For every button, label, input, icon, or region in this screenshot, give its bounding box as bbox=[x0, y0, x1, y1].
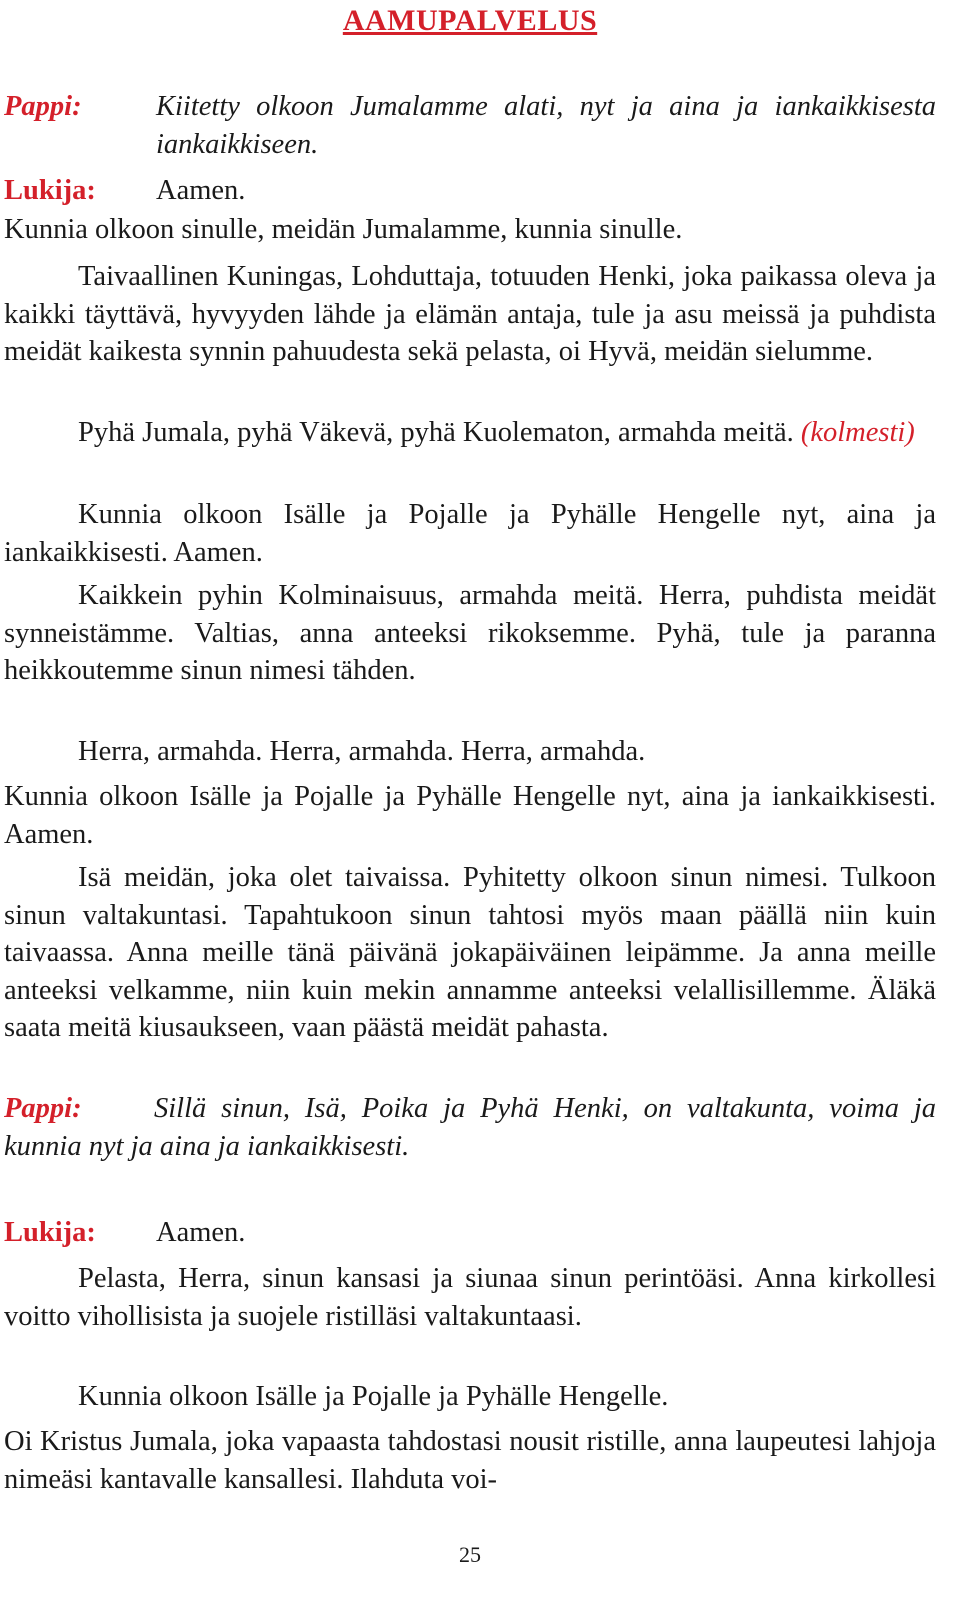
herra-armahda: Herra, armahda. Herra, armahda. Herra, armahda. bbox=[78, 736, 646, 767]
kunnia-sinulle: Kunnia olkoon sinulle, meidän Jumalamme, kunnia sinulle. bbox=[4, 214, 683, 245]
pappi-text-1: Kiitetty olkoon Jumalamme alati, nyt ja aina ja iankaikkisesta iankaikkiseen. bbox=[156, 91, 936, 160]
kaikkein-pyhin: Kaikkein pyhin Kolminaisuus, armahda meitä. Herra, puhdista meidät synneistämme. Valtias, anna anteeksi rikoksemme. Pyhä, tule ja paranna heikkoutemme sinun nimesi tähden. bbox=[4, 580, 936, 686]
taivaallinen-kuningas: Taivaallinen Kuningas, Lohduttaja, totuuden Henki, joka paikassa oleva ja kaikki täyttävä, hyvyyden lähde ja elämän antaja, tule ja asu meissä ja puhdista meidät kaikesta synnin pahuudesta sekä pelasta, oi Hyvä, meidän sielumme. bbox=[4, 261, 936, 367]
page-title: AAMUPALVELUS bbox=[342, 4, 598, 37]
lukija-label-2: Lukija: bbox=[4, 1217, 96, 1248]
isa-meidan: Isä meidän, joka olet taivaissa. Pyhitetty olkoon sinun nimesi. Tulkoon sinun valtakuntasi. Tapahtukoon sinun tahtosi myös maan päällä niin kuin taivaassa. Anna meille tänä päivänä jokapäiväinen leipämme. Ja anna meille anteeksi velkamme, niin kuin mekin annamme anteeksi velallisillemme. Äläkä saata meitä kiusaukseen, vaan päästä meidät pahasta. bbox=[4, 862, 936, 1043]
kolmesti-rubric: (kolmesti) bbox=[800, 417, 915, 448]
pyha-jumala bbox=[4, 414, 936, 452]
lukija-label: Lukija: bbox=[4, 175, 96, 206]
oi-kristus: Oi Kristus Jumala, joka vapaasta tahdostasi nousit ristille, anna laupeutesi lahjoja nimeäsi kantavalle kansallesi. Ilahduta voi- bbox=[4, 1426, 936, 1495]
kunnia-isalle-2: Kunnia olkoon Isälle ja Pojalle ja Pyhälle Hengelle nyt, aina ja iankaikkisesti. Aamen. bbox=[4, 781, 936, 850]
lukija-text-1: Aamen. bbox=[156, 175, 246, 206]
kunnia-isalle-1: Kunnia olkoon Isälle ja Pojalle ja Pyhälle Hengelle nyt, aina ja iankaikkisesti. Aamen. bbox=[4, 499, 936, 568]
pappi-label: Pappi: bbox=[4, 91, 82, 122]
pyha-jumala-text: Pyhä Jumala, pyhä Väkevä, pyhä Kuolematon, armahda meitä. bbox=[78, 417, 794, 448]
pelasta-herra: Pelasta, Herra, sinun kansasi ja siunaa sinun perintöäsi. Anna kirkollesi voitto vihollisista ja suojele ristilläsi valtakuntaasi. bbox=[4, 1263, 936, 1332]
pappi-text-2: Sillä sinun, Isä, Poika ja Pyhä Henki, on valtakunta, voima ja kunnia nyt ja aina ja iankaikkisesti. bbox=[4, 1093, 936, 1162]
kunnia-isalle-3: Kunnia olkoon Isälle ja Pojalle ja Pyhälle Hengelle. bbox=[78, 1381, 669, 1412]
pappi-label-2: Pappi: bbox=[4, 1093, 82, 1124]
page-number: 25 bbox=[459, 1542, 481, 1567]
lukija-text-2: Aamen. bbox=[156, 1217, 246, 1248]
